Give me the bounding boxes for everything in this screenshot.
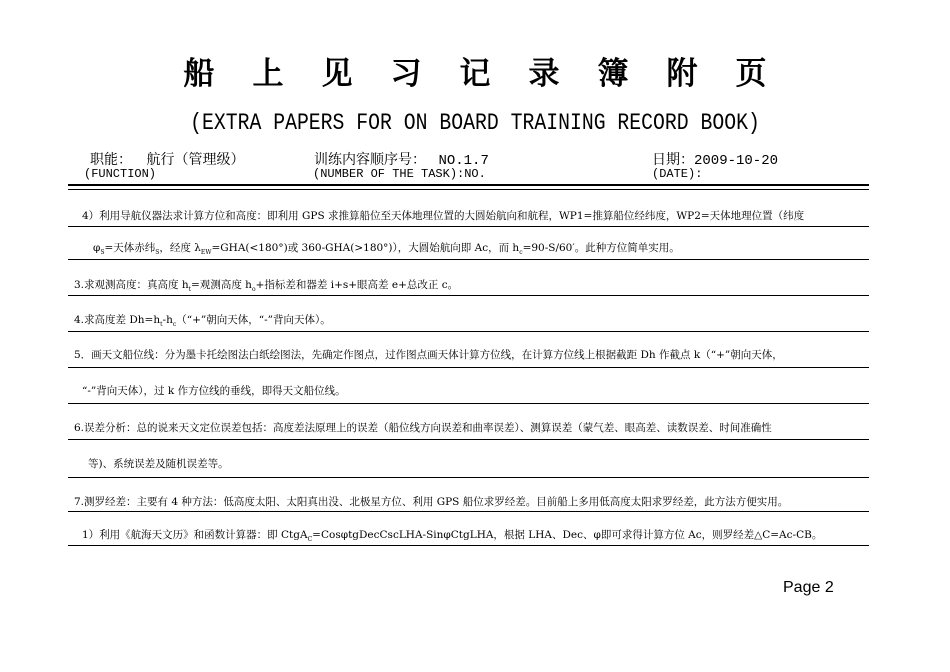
page-subtitle: (EXTRA PAPERS FOR ON BOARD TRAINING RECORD BOOK) [190,110,760,136]
text-line-6: “-”背向天体），过 k 作方位线的垂线，即得天文船位线。 [82,385,346,397]
text-line-1: 4）利用导航仪器法求计算方位和高度：即利用 GPS 求推算船位至天体地理位置的大圆始航向和航程，WP1=推算船位经纬度，WP2=天体地理位置（纬度 [82,210,805,222]
page-number: Page 2 [783,579,834,596]
text-line-3: 3.求观测高度：真高度 $h_t=$观测高度 $h_o+$指标差和器差 i+s+眼高差 e+总改正 c。 [74,279,459,293]
task-value: NO.1.7 [438,153,489,169]
function-value: 航行（管理级） [146,152,245,168]
text-line-7: 6.误差分析：总的说来天文定位误差包括：高度差法原理上的误差（船位线方向误差和曲率误差）、测算误差（蒙气差、眼高差、读数误差、时间准确性 [74,422,772,434]
text-line-10: 1）利用《航海天文历》和函数计算器：即 CtgA$_C$=CosφtgDecCscLHA-SinφCtgLHA，根据 LHA、Dec、φ即可求得计算方位 Ac，则罗经差△C=Ac-CB。 [82,529,823,543]
rule-line [68,511,869,512]
date-en-label: (DATE): [652,167,703,181]
text-line-2: $\varphi_S=$天体赤纬$_S$，经度 $\lambda_{EW}=GHA(<180^\circ)$或 360-GHA(>180°)），大圆始航向即 Ac，而 $h_c=90-S/60'$。此种方位简单实用。 [93,242,680,256]
task-label: 训练内容顺序号： NO.1.7 [314,152,489,169]
rule-line [68,226,869,227]
function-label: 职能： 航行（管理级） [90,152,245,168]
function-en-label: (FUNCTION) [84,167,157,181]
date-label: 日期：2009-10-20 [652,152,779,169]
text-line-9: 7.测罗经差：主要有 4 种方法：低高度太阳、太阳真出没、北极星方位、利用 GPS 船位求罗经差。目前船上多用低高度太阳求罗经差，此方法方便实用。 [74,496,789,508]
text-line-8: 等)、系统误差及随机误差等。 [88,458,229,470]
header-rule-thin [68,189,869,190]
header-rule-thick [68,184,869,186]
rule-line [68,545,869,546]
rule-line [68,331,869,332]
page-title: 船上见习记录簿附页 [183,56,805,92]
rule-line [68,439,869,440]
rule-line [68,259,869,260]
rule-line [68,477,869,478]
task-en-label: (NUMBER OF THE TASK):NO. [313,167,486,181]
rule-line [68,367,869,368]
text-line-4: 4.求高度差 $Dh=h_t-h_c(“+$”朝向天体，“-”背向天体）。 [74,314,331,328]
date-value: 2009-10-20 [694,153,779,169]
text-line-5: 5．画天文船位线：分为墨卡托绘图法白纸绘图法，先确定作图点，过作图点画天体计算方位线，在计算方位线上根据截距 Dh 作截点 k（“+”朝向天体， [74,349,783,361]
rule-line [68,403,869,404]
rule-line [68,295,869,296]
